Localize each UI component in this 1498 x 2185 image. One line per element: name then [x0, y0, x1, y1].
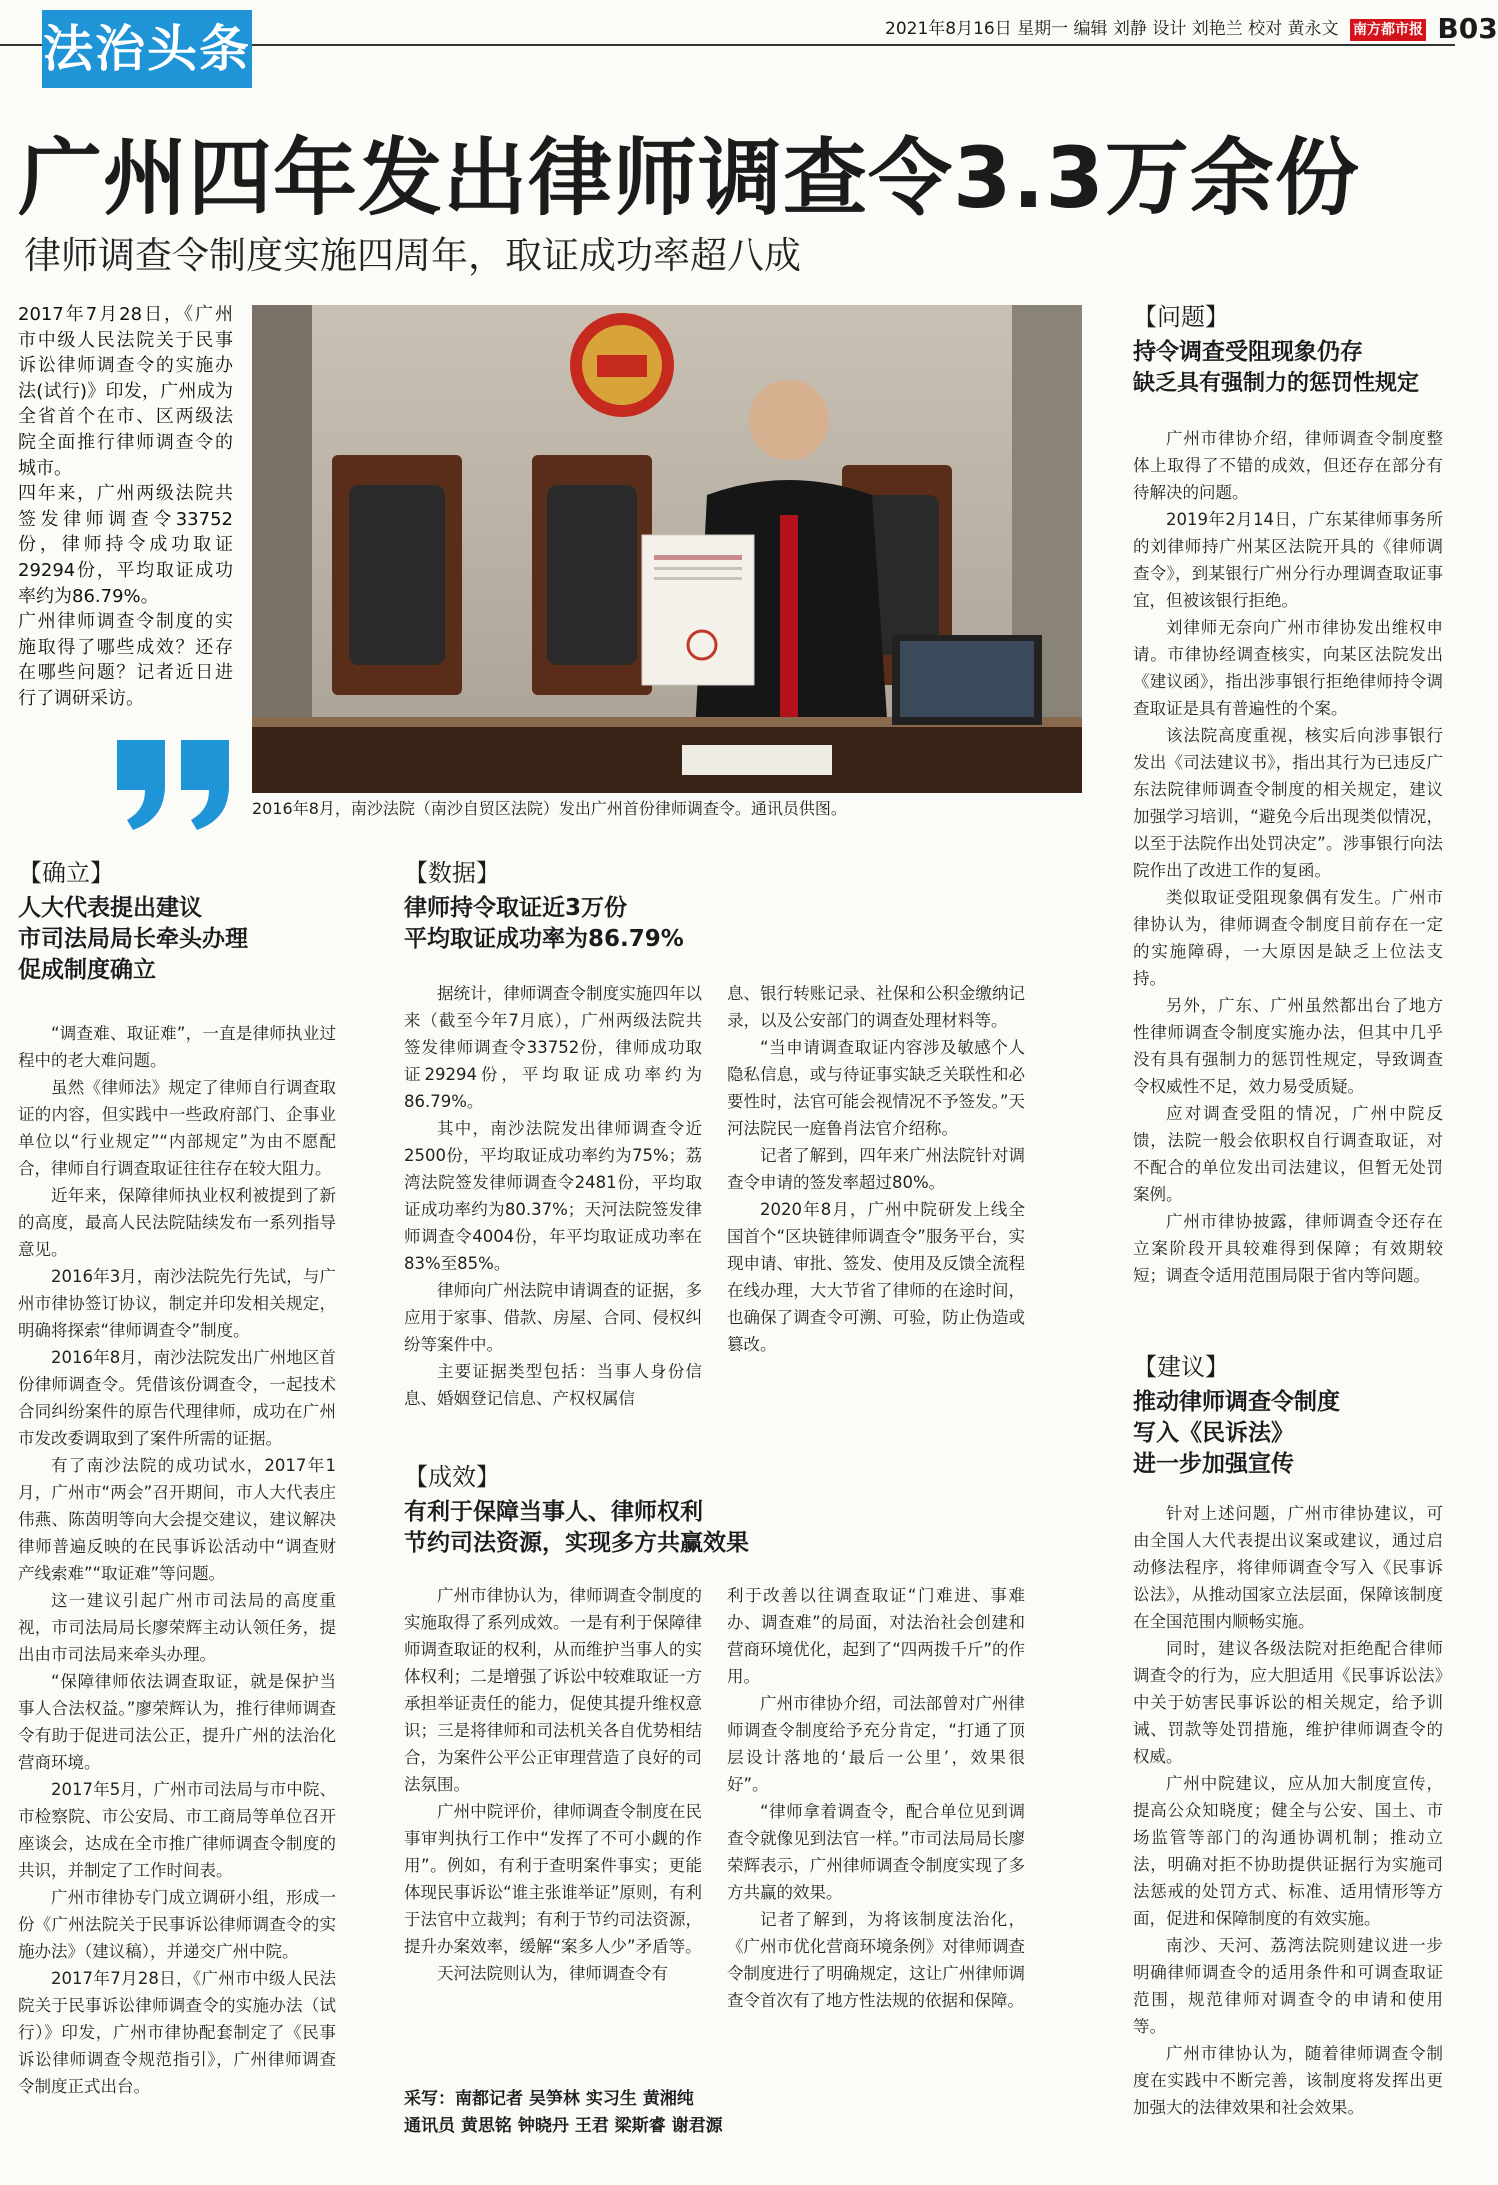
body-paragraph: 2019年2月14日，广东某律师事务所的刘律师持广州某区法院开具的《律师调查令》，到某银行广州分行办理调查取证事宜，但被该银行拒绝。 — [1133, 510, 1443, 610]
body-paragraph: 主要证据类型包括：当事人身份信息、婚姻登记信息、产权权属信 — [404, 1362, 702, 1408]
page-number: B03 — [1437, 12, 1498, 45]
body-paragraph: 2016年8月，南沙法院发出广州地区首份律师调查令。凭借该份调查令，一起技术合同纠纷案件的原告代理律师，成功在广州市发改委调取到了案件所需的证据。 — [18, 1348, 336, 1448]
section-title-line: 写入《民诉法》 — [1133, 1420, 1294, 1446]
body-paragraph: 据统计，律师调查令制度实施四年以来（截至今年7月底），广州两级法院共签发律师调查令33752份，律师成功取证29294份，平均取证成功率约为86.79%。 — [404, 984, 702, 1111]
body-paragraph: 虽然《律师法》规定了律师自行调查取证的内容，但实践中一些政府部门、企事业单位以“行业规定”“内部规定”为由不愿配合，律师自行调查取证往往存在较大阻力。 — [18, 1078, 336, 1178]
body-paragraph: 近年来，保障律师执业权利被提到了新的高度，最高人民法院陆续发布一系列指导意见。 — [18, 1186, 336, 1259]
body-paragraph: “保障律师依法调查取证，就是保护当事人合法权益。”廖荣辉认为，推行律师调查令有助于促进司法公正，提升广州的法治化营商环境。 — [18, 1672, 336, 1772]
chengxiao-body-col1 — [404, 1582, 702, 2072]
credits-line: 采写：南都记者 吴笋林 实习生 黄湘纯 — [404, 2089, 694, 2109]
reporter-credits — [404, 2086, 854, 2140]
chengxiao-body-col2 — [727, 1582, 1025, 2072]
body-paragraph: 刘律师无奈向广州市律协发出维权申请。市律协经调查核实，向某区法院发出《建议函》，指出涉事银行拒绝律师持令调查取证是具有普遍性的个案。 — [1133, 618, 1443, 718]
body-paragraph: 有了南沙法院的成功试水，2017年1月，广州市“两会”召开期间，市人大代表庄伟燕、陈茵明等向大会提交建议，建议解决律师普遍反映的在民事诉讼活动中“调查财产线索难”“取证难”等问题。 — [18, 1456, 336, 1583]
section-title-line: 人大代表提出建议 — [18, 895, 202, 921]
section-title-line: 推动律师调查令制度 — [1133, 1389, 1340, 1415]
section-tag: 【建议】 — [1133, 1353, 1229, 1381]
section-tag: 【问题】 — [1133, 303, 1229, 331]
tag-shuju: 数据 — [428, 859, 476, 887]
body-paragraph: 应对调查受阻的情况，广州中院反馈，法院一般会依职权自行调查取证，对不配合的单位发出司法建议，但暂无处罚案例。 — [1133, 1104, 1443, 1204]
photo-caption: 2016年8月，南沙法院（南沙自贸区法院）发出广州首份律师调查令。通讯员供图。 — [252, 799, 847, 818]
body-paragraph: 2016年3月，南沙法院先行先试，与广州市律协签订协议，制定并印发相关规定，明确将探索“律师调查令”制度。 — [18, 1267, 336, 1340]
body-paragraph: “调查难、取证难”，一直是律师执业过程中的老大难问题。 — [18, 1024, 336, 1070]
headline: 广州四年发出律师调查令3.3万余份 — [18, 129, 1360, 227]
body-paragraph: 针对上述问题，广州市律协建议，可由全国人大代表提出议案或建议，通过启动修法程序，将律师调查令写入《民事诉讼法》，从推动国家立法层面，保障该制度在全国范围内顺畅实施。 — [1133, 1504, 1443, 1631]
section-title-line: 促成制度确立 — [18, 957, 156, 983]
tag-chengxiao: 成效 — [428, 1463, 476, 1491]
section-title-line: 有利于保障当事人、律师权利 — [404, 1499, 703, 1525]
jianyi-body — [1133, 1500, 1443, 2140]
section-title-line: 进一步加强宣传 — [1133, 1451, 1294, 1477]
body-paragraph: 其中，南沙法院发出律师调查令近2500份，平均取证成功率约为75%；荔湾法院签发律师调查令2481份，平均取证成功率约为80.37%；天河法院签发律师调查令4004份，年平均取证成功率在83%至85%。 — [404, 1119, 702, 1273]
intro-block — [18, 302, 233, 712]
courtroom-illustration — [252, 305, 1082, 793]
body-paragraph: 广州市律协认为，律师调查令制度的实施取得了系列成效。一是有利于保障律师调查取证的权利，从而维护当事人的实体权利；二是增强了诉讼中较难取证一方承担举证责任的能力，促使其提升维权意识；三是将律师和司法机关各自优势相结合，为案件公平公正审理营造了良好的司法氛围。 — [404, 1586, 702, 1794]
body-paragraph: 广州中院评价，律师调查令制度在民事审判执行工作中“发挥了不可小觑的作用”。例如，有利于查明案件事实；更能体现民事诉讼“谁主张谁举证”原则，有利于法官中立裁判；有利于节约司法资源，提升办案效率，缓解“案多人少”矛盾等。 — [404, 1802, 702, 1956]
section-title-line: 缺乏具有强制力的惩罚性规定 — [1133, 371, 1420, 396]
section-tag: 【确立】 — [18, 859, 114, 887]
body-paragraph: 同时，建议各级法院对拒绝配合律师调查令的行为，应大胆适用《民事诉讼法》中关于妨害民事诉讼的相关规定，给予训诫、罚款等处罚措施，维护律师调查令的权威。 — [1133, 1639, 1443, 1766]
body-paragraph: 2017年7月28日，《广州市中级人民法院关于民事诉讼律师调查令的实施办法（试行）》印发，广州市律协配套制定了《民事诉讼律师调查令规范指引》，广州律师调查令制度正式出台。 — [18, 1969, 336, 2096]
tag-wenti: 问题 — [1157, 303, 1205, 331]
section-title-line: 律师持令取证近3万份 — [404, 895, 628, 921]
body-paragraph: 广州中院建议，应从加大制度宣传，提高公众知晓度；健全与公安、国土、市场监管等部门的沟通协调机制；推动立法，明确对拒不协助提供证据行为实施司法惩戒的处罚方式、标准、适用情形等方面，促进和保障制度的有效实施。 — [1133, 1774, 1443, 1928]
section-title-line: 节约司法资源，实现多方共赢效果 — [404, 1530, 749, 1556]
body-paragraph: 律师向广州法院申请调查的证据，多应用于家事、借款、房屋、合同、侵权纠纷等案件中。 — [404, 1281, 702, 1354]
body-paragraph: 记者了解到，为将该制度法治化，《广州市优化营商环境条例》对律师调查令制度进行了明确规定，这让广州律师调查令首次有了地方性法规的依据和保障。 — [727, 1910, 1025, 2010]
body-paragraph: 广州市律协介绍，司法部曾对广州律师调查令制度给予充分肯定，“打通了顶层设计落地的‘最后一公里’，效果很好”。 — [727, 1694, 1025, 1794]
section-label: 法治头条 — [42, 10, 252, 88]
body-paragraph: 广州市律协认为，随着律师调查令制度在实践中不断完善，该制度将发挥出更加强大的法律效果和社会效果。 — [1133, 2044, 1443, 2117]
shuju-body-col1 — [404, 980, 702, 1408]
credits-line: 通讯员 黄思铭 钟晓丹 王君 梁斯睿 谢君源 — [404, 2116, 723, 2136]
wenti-body — [1133, 425, 1443, 1310]
section-title-line: 持令调查受阻现象仍存 — [1133, 339, 1363, 365]
issue-weekday: 星期一 — [1017, 19, 1069, 39]
shuju-title — [404, 893, 834, 955]
tag-jianyi: 建议 — [1157, 1353, 1205, 1381]
section-tag: 【成效】 — [404, 1463, 500, 1491]
intro-paragraph: 2017年7月28日，《广州市中级人民法院关于民事诉讼律师调查令的实施办法(试行)》印发，广州成为全省首个在市、区两级法院全面推行律师调查令的城市。 — [18, 304, 233, 479]
section-title-line: 平均取证成功率为86.79% — [404, 926, 684, 952]
body-paragraph: 息、银行转账记录、社保和公积金缴纳记录，以及公安部门的调查处理材料等。 — [727, 984, 1025, 1030]
section-tag: 【数据】 — [404, 859, 500, 887]
body-paragraph: 类似取证受阻现象偶有发生。广州市律协认为，律师调查令制度目前存在一定的实施障碍，一大原因是缺乏上位法支持。 — [1133, 888, 1443, 988]
body-paragraph: 2017年5月，广州市司法局与市中院、市检察院、市公安局、市工商局等单位召开座谈会，达成在全市推广律师调查令制度的共识，并制定了工作时间表。 — [18, 1780, 336, 1880]
intro-paragraph: 四年来，广州两级法院共签发律师调查令33752份，律师持令成功取证29294份，平均取证成功率约为86.79%。 — [18, 483, 233, 607]
shuju-body-col2 — [727, 980, 1025, 1405]
queli-title — [18, 893, 378, 986]
issue-date: 2021年8月16日 — [885, 19, 1012, 39]
body-paragraph: 记者了解到，四年来广州法院针对调查令申请的签发率超过80%。 — [727, 1146, 1025, 1192]
body-paragraph: 广州市律协披露，律师调查令还存在立案阶段开具较难得到保障；有效期较短；调查令适用范围局限于省内等问题。 — [1133, 1212, 1443, 1285]
body-paragraph: 南沙、天河、荔湾法院则建议进一步明确律师调查令的适用条件和可调查取证范围，规范律师对调查令的申请和使用等。 — [1133, 1936, 1443, 2036]
tag-queli: 确立 — [42, 859, 90, 887]
body-paragraph: 2020年8月，广州中院研发上线全国首个“区块链律师调查令”服务平台，实现申请、审批、签发、使用及反馈全流程在线办理，大大节省了律师的在途时间，也确保了调查令可溯、可验，防止伪造或篡改。 — [727, 1200, 1025, 1354]
body-paragraph: 利于改善以往调查取证“门难进、事难办、调查难”的局面，对法治社会创建和营商环境优化，起到了“四两拨千斤”的作用。 — [727, 1586, 1025, 1686]
subheadline: 律师调查令制度实施四周年，取证成功率超八成 — [24, 234, 801, 277]
courtroom-photo — [252, 305, 1082, 793]
wenti-title — [1133, 337, 1448, 399]
body-paragraph: “律师拿着调查令，配合单位见到调查令就像见到法官一样。”市司法局局长廖荣辉表示，广州律师调查令制度实现了多方共赢的效果。 — [727, 1802, 1025, 1902]
chengxiao-title — [404, 1497, 834, 1559]
body-paragraph: “当申请调查取证内容涉及敏感个人隐私信息，或与待证事实缺乏关联性和必要性时，法官可能会视情况不予签发。”天河法院民一庭鲁肖法官介绍称。 — [727, 1038, 1025, 1138]
editor-credits: 编辑 刘静 设计 刘艳兰 校对 黄永文 — [1073, 19, 1339, 39]
page-meta — [885, 12, 1498, 45]
body-paragraph: 广州市律协专门成立调研小组，形成一份《广州法院关于民事诉讼律师调查令的实施办法》（建议稿），并递交广州中院。 — [18, 1888, 336, 1961]
queli-body — [18, 1020, 336, 2130]
intro-paragraph: 广州律师调查令制度的实施取得了哪些成效？还存在哪些问题？记者近日进行了调研采访。 — [18, 611, 233, 709]
body-paragraph: 另外，广东、广州虽然都出台了地方性律师调查令制度实施办法，但其中几乎没有具有强制力的惩罚性规定，导致调查令权威性不足，效力易受质疑。 — [1133, 996, 1443, 1096]
body-paragraph: 这一建议引起广州市司法局的高度重视，市司法局局长廖荣辉主动认领任务，提出由市司法局来牵头办理。 — [18, 1591, 336, 1664]
body-paragraph: 广州市律协介绍，律师调查令制度整体上取得了不错的成效，但还存在部分有待解决的问题。 — [1133, 429, 1443, 502]
paper-logo: 南方都市报 — [1350, 19, 1426, 41]
jianyi-title — [1133, 1387, 1448, 1480]
section-title-line: 市司法局局长牵头办理 — [18, 926, 248, 952]
quote-mark-icon — [115, 740, 235, 830]
body-paragraph: 该法院高度重视，核实后向涉事银行发出《司法建议书》，指出其行为已违反广东法院律师调查令制度的相关规定，建议加强学习培训，“避免今后出现类似情况，以至于法院作出处罚决定”。涉事银行向法院作出了改进工作的复函。 — [1133, 726, 1443, 880]
body-paragraph: 天河法院则认为，律师调查令有 — [437, 1964, 668, 1983]
